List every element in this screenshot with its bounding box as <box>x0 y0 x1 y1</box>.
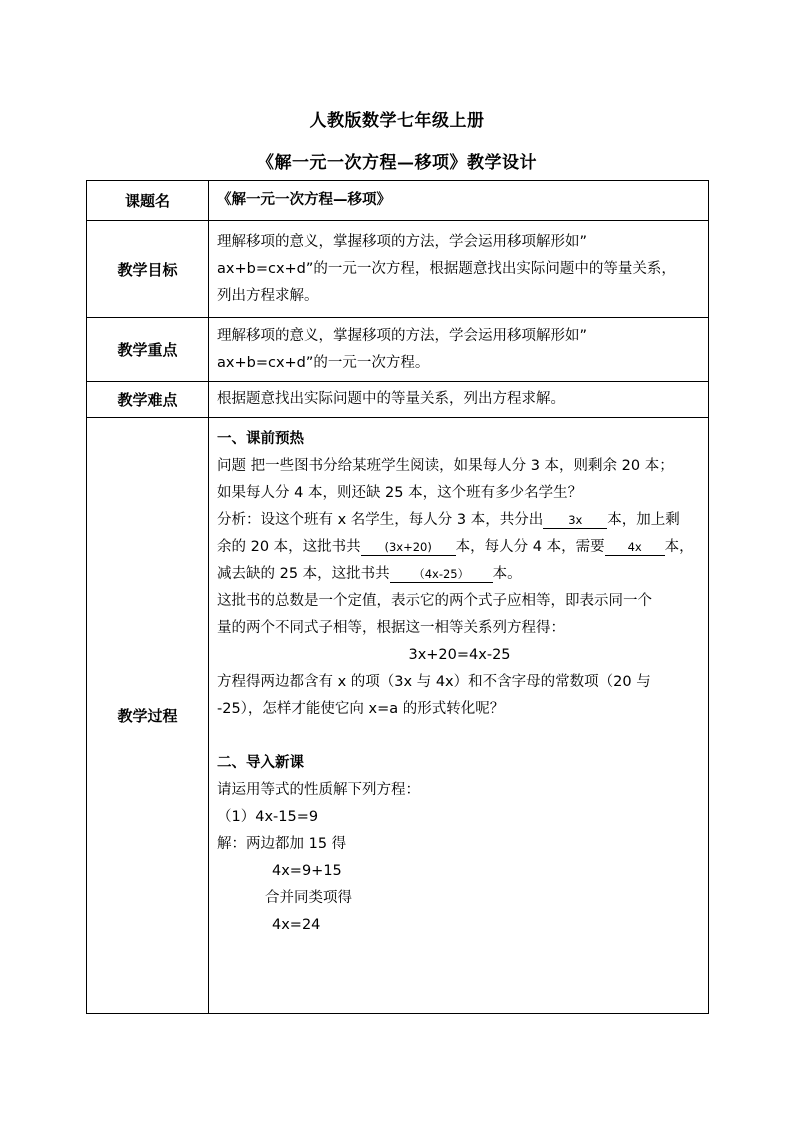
answer-blank: （4x-25） <box>390 566 493 583</box>
topic-label: 课题名 <box>87 181 209 221</box>
topic-value: 《解一元一次方程—移项》 <box>209 181 709 221</box>
document-subtitle: 《解一元一次方程—移项》教学设计 <box>257 153 537 173</box>
solution-step: 4x=9+15 <box>272 863 342 879</box>
row-topic <box>87 181 709 221</box>
analysis-line-1 <box>217 507 702 534</box>
difficulty-label: 教学难点 <box>87 382 209 418</box>
analysis-text: 本，加上剩 <box>607 512 680 528</box>
analysis-line-2 <box>217 534 702 561</box>
analysis-text: 减去缺的 25 本，这批书共 <box>217 566 390 582</box>
question-line: 方程得两边都含有 x 的项（3x 与 4x）和不含字母的常数项（20 与 <box>217 674 651 690</box>
solution-step: 合并同类项得 <box>265 890 352 906</box>
row-goal <box>87 221 709 318</box>
goal-line: 列出方程求解。 <box>217 287 319 304</box>
lesson-plan-table <box>86 180 709 1014</box>
section2-heading: 二、导入新课 <box>217 755 304 771</box>
paragraph-line: 量的两个不同式子相等，根据这一相等关系列方程得： <box>217 620 565 636</box>
analysis-text: 本， <box>664 539 694 555</box>
paragraph-line: 这批书的总数是一个定值，表示它的两个式子应相等，即表示同一个 <box>217 593 652 609</box>
key-line: 理解移项的意义，掌握移项的方法，学会运用移项解形如” <box>217 327 588 344</box>
process-label: 教学过程 <box>87 418 209 1014</box>
document-title: 人教版数学七年级上册 <box>309 111 485 131</box>
goal-label: 教学目标 <box>87 221 209 318</box>
goal-line: 理解移项的意义，掌握移项的方法，学会运用移项解形如” <box>217 233 588 250</box>
analysis-line-3 <box>217 561 702 588</box>
key-label: 教学重点 <box>87 318 209 382</box>
key-content <box>209 318 709 382</box>
answer-blank: 3x <box>543 512 607 529</box>
answer-blank: 4x <box>605 539 665 556</box>
row-key <box>87 318 709 382</box>
intro-line: 请运用等式的性质解下列方程： <box>217 782 420 798</box>
analysis-text: 本，每人分 4 本，需要 <box>455 539 605 555</box>
problem-line: 如果每人分 4 本，则还缺 25 本，这个班有多少名学生？ <box>217 485 583 501</box>
analysis-text: 余的 20 本，这批书共 <box>217 539 361 555</box>
row-difficulty <box>87 382 709 418</box>
goal-line: ax+b=cx+d”的一元一次方程，根据题意找出实际问题中的等量关系， <box>217 260 676 277</box>
goal-content <box>209 221 709 318</box>
analysis-text: 分析：设这个班有 x 名学生，每人分 3 本，共分出 <box>217 512 544 528</box>
analysis-text: 本。 <box>492 566 522 582</box>
solution-line: 解：两边都加 15 得 <box>217 836 347 852</box>
difficulty-content: 根据题意找出实际问题中的等量关系，列出方程求解。 <box>209 382 709 418</box>
example-1: （1）4x-15=9 <box>217 809 319 825</box>
question-line: -25），怎样才能使它向 x=a 的形式转化呢？ <box>217 701 505 717</box>
row-process <box>87 418 709 1014</box>
solution-step: 4x=24 <box>272 917 321 933</box>
problem-line: 问题 把一些图书分给某班学生阅读，如果每人分 3 本，则剩余 20 本； <box>217 458 674 474</box>
process-content <box>209 418 709 1014</box>
answer-blank: (3x+20) <box>361 539 456 556</box>
spacer <box>217 723 702 750</box>
equation: 3x+20=4x-25 <box>408 647 511 663</box>
section1-heading: 一、课前预热 <box>217 431 304 447</box>
key-line: ax+b=cx+d”的一元一次方程。 <box>217 354 430 371</box>
